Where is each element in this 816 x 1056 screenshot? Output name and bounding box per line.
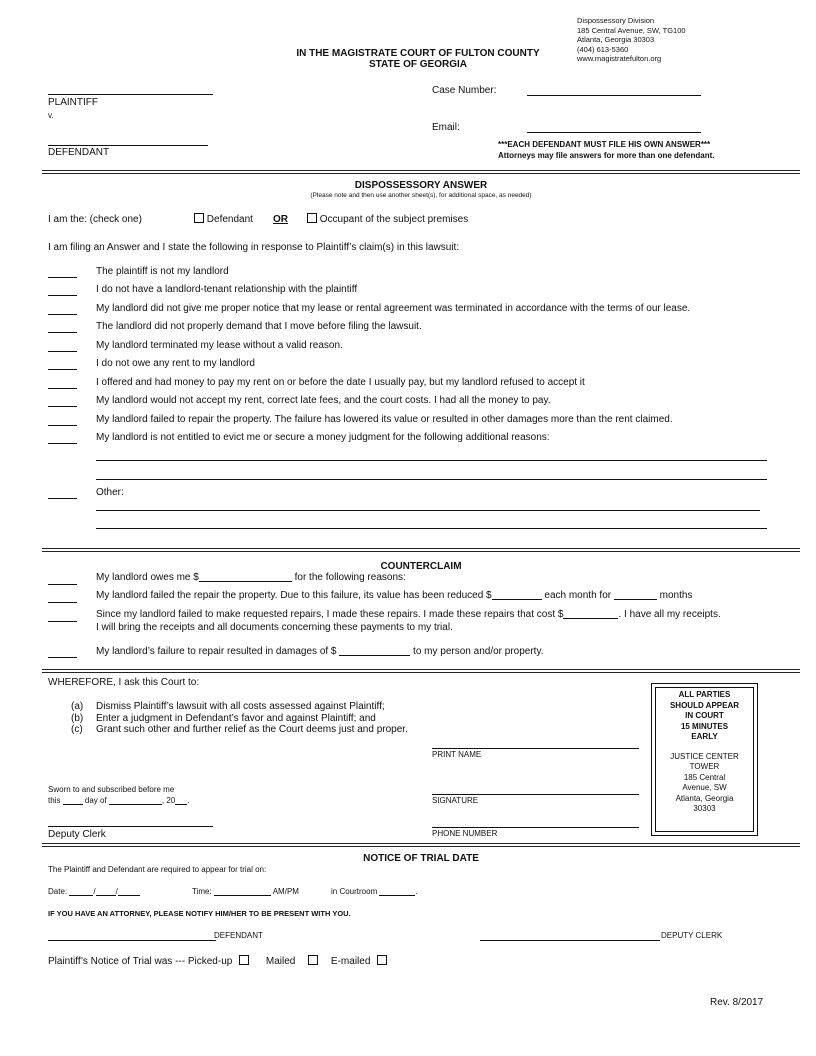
answer-item-blank[interactable] (48, 351, 77, 352)
reasons-line[interactable] (96, 479, 767, 480)
answer-item: My landlord terminated my lease without a valid reason. (96, 340, 343, 351)
other-line[interactable] (96, 528, 767, 529)
plaintiff-label: PLAINTIFF (48, 97, 99, 108)
answer-item: The landlord did not properly demand that I move before filing the lawsuit. (96, 321, 422, 332)
answer-item: My landlord is not entitled to evict me or secure a money judgment for the following additional reasons: (96, 432, 550, 443)
damages-field[interactable] (339, 646, 410, 656)
defendant-warning: ***EACH DEFENDANT MUST FILE HIS OWN ANSWER*** (498, 140, 711, 149)
defendant-line[interactable] (48, 145, 208, 146)
trial-defendant-field[interactable] (48, 940, 216, 941)
versus-label: v. (48, 111, 54, 120)
defendant-checkbox[interactable] (194, 213, 204, 223)
court-title-line1: IN THE MAGISTRATE COURT OF FULTON COUNTY (296, 48, 540, 59)
answer-item-blank[interactable] (48, 425, 77, 426)
wherefore-title: WHEREFORE, I ask this Court to: (48, 677, 200, 688)
signature-label: SIGNATURE (432, 796, 479, 805)
section-divider (42, 548, 800, 552)
counterclaim-blank[interactable] (48, 657, 77, 658)
trial-year-field[interactable] (118, 888, 140, 896)
repair-cost-field[interactable] (563, 609, 618, 619)
trial-intro: The Plaintiff and Defendant are required to appear for trial on: (48, 865, 267, 874)
sworn-line2: this day of , 20 . (48, 796, 190, 805)
trial-day-field[interactable] (96, 888, 116, 896)
email-label: Email: (432, 122, 460, 133)
attorney-notice: IF YOU HAVE AN ATTORNEY, PLEASE NOTIFY HIM/HER TO BE PRESENT WITH YOU. (48, 909, 351, 918)
defendant-label: DEFENDANT (48, 147, 110, 158)
signature-field[interactable] (432, 794, 639, 795)
deputy-clerk-label: Deputy Clerk (48, 829, 106, 840)
phone-number-field[interactable] (432, 827, 639, 828)
trial-date: Date: / / (48, 887, 140, 896)
counterclaim-item-1: My landlord owes me $ for the following reasons: (96, 572, 406, 583)
counterclaim-blank[interactable] (48, 584, 77, 585)
trial-courtroom: in Courtroom . (331, 887, 418, 896)
revision-label: Rev. 8/2017 (710, 997, 764, 1008)
answer-item-blank[interactable] (48, 314, 77, 315)
attorney-note: Attorneys may file answers for more than one defendant. (498, 151, 715, 160)
plaintiff-notice-row: Plaintiff’s Notice of Trial was --- Picked-up Mailed E-mailed (48, 955, 387, 967)
courtroom-field[interactable] (379, 888, 415, 896)
or-label: OR (273, 214, 288, 225)
trial-time-field[interactable] (214, 888, 271, 896)
occupant-checkbox[interactable] (307, 213, 317, 223)
notice-address: JUSTICE CENTER TOWER 185 Central Avenue, SW Atlanta, Georgia 30303 (670, 751, 739, 813)
counterclaim-item-2: My landlord failed the repair the property. Due to this failure, its value has been reduced $ each month for months (96, 590, 693, 601)
i-am-label: I am the: (check one) (48, 214, 142, 225)
other-line[interactable] (96, 510, 760, 511)
answer-item: My landlord would not accept my rent, correct late fees, and the court costs. I had all the money to pay. (96, 395, 551, 406)
answer-item: I do not owe any rent to my landlord (96, 358, 255, 369)
trial-deputy-clerk-field[interactable] (480, 940, 660, 941)
answer-item-blank[interactable] (48, 369, 77, 370)
mailed-checkbox[interactable] (308, 955, 318, 965)
answer-item: I offered and had money to pay my rent on or before the date I usually pay, but my landlord refused to accept it (96, 377, 585, 388)
answer-item: My landlord did not give me proper notice that my lease or rental agreement was terminated in accordance with the terms of our lease. (96, 303, 691, 314)
wherefore-list: (a) Dismiss Plaintiff’s lawsuit with all costs assessed against Plaintiff; (b) Enter a judgment in Defendant’s favor and against Plaintiff; and (c) Grant such other and further relief as the Court deems just and proper. (71, 701, 408, 735)
answer-title: DISPOSSESSORY ANSWER (354, 180, 488, 191)
sworn-day-field[interactable] (63, 797, 83, 805)
trial-month-field[interactable] (69, 888, 93, 896)
print-name-field[interactable] (432, 748, 639, 749)
section-divider (42, 843, 800, 847)
trial-title: NOTICE OF TRIAL DATE (363, 853, 479, 864)
defendant-option[interactable]: Defendant (194, 213, 253, 225)
plaintiff-line[interactable] (48, 94, 213, 95)
counterclaim-blank[interactable] (48, 621, 77, 622)
phone-number-label: PHONE NUMBER (432, 829, 498, 838)
answer-item: I do not have a landlord-tenant relationship with the plaintiff (96, 284, 358, 295)
court-title (270, 48, 566, 70)
deputy-clerk-signature-field[interactable] (48, 826, 213, 827)
notice-header: ALL PARTIES SHOULD APPEAR IN COURT 15 MINUTES EARLY (669, 690, 740, 741)
answer-item-blank[interactable] (48, 443, 77, 444)
counterclaim-blank[interactable] (48, 602, 77, 603)
case-number-field[interactable] (527, 95, 701, 96)
section-divider (42, 669, 800, 673)
emailed-checkbox[interactable] (377, 955, 387, 965)
appearance-notice-box (651, 683, 758, 836)
answer-item-blank[interactable] (48, 277, 77, 278)
division-address: Dispossessory Division 185 Central Avenue, SW, TG100 Atlanta, Georgia 30303 (404) 613-5360 www.magistratefulton.org (577, 16, 686, 63)
reasons-line[interactable] (96, 460, 767, 461)
sworn-line1: Sworn to and subscribed before me (48, 785, 175, 794)
print-name-label: PRINT NAME (432, 750, 482, 759)
answer-item-blank[interactable] (48, 295, 77, 296)
counterclaim-item-4: My landlord’s failure to repair resulted in damages of $ to my person and/or property. (96, 646, 544, 657)
other-blank[interactable] (48, 498, 77, 499)
reduced-value-field[interactable] (492, 590, 542, 600)
picked-up-checkbox[interactable] (239, 955, 249, 965)
sworn-year-field[interactable] (175, 797, 187, 805)
case-number-label: Case Number: (432, 85, 497, 96)
sworn-month-field[interactable] (109, 797, 162, 805)
answer-item-blank[interactable] (48, 332, 77, 333)
court-title-line2: STATE OF GEORGIA (369, 59, 467, 70)
occupant-option[interactable]: Occupant of the subject premises (307, 213, 468, 225)
trial-deputy-clerk-label: DEPUTY CLERK (661, 931, 723, 940)
answer-subtitle: (Please note and then use another sheet(s), for additional space, as needed) (310, 192, 532, 199)
answer-item-blank[interactable] (48, 388, 77, 389)
counterclaim-title: COUNTERCLAIM (380, 561, 462, 572)
answer-item: The plaintiff is not my landlord (96, 266, 229, 277)
trial-defendant-label: DEFENDANT (214, 931, 263, 940)
answer-item-blank[interactable] (48, 406, 77, 407)
answer-item: My landlord failed to repair the property. The failure has lowered its value or resulted in other damages more than the rent claimed. (96, 414, 673, 425)
trial-time: Time: AM/PM (192, 887, 299, 896)
amount-owed-field[interactable] (199, 572, 292, 582)
counterclaim-item-3: Since my landlord failed to make requested repairs, I made these repairs. I made these repairs that cost $ . I have all my receipts. (96, 609, 721, 620)
section-divider (42, 170, 800, 174)
months-field[interactable] (614, 590, 657, 600)
email-field[interactable] (527, 132, 701, 133)
counterclaim-item-3-line2: I will bring the receipts and all documents concerning these payments to my trial. (96, 622, 453, 633)
other-label: Other: (96, 487, 124, 498)
answer-intro: I am filing an Answer and I state the following in response to Plaintiff’s claim(s) in this lawsuit: (48, 242, 460, 253)
